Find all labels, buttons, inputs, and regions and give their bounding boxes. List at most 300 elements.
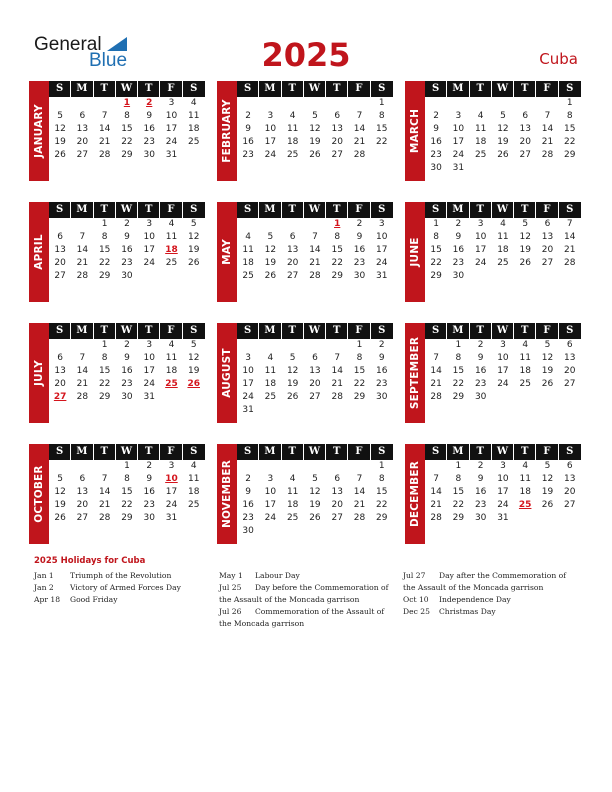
- day-cell: 15: [376, 487, 388, 497]
- day-cell: 23: [143, 137, 155, 147]
- weekday-label: T: [514, 323, 536, 339]
- day-cell: [160, 391, 182, 404]
- day-cell: [348, 404, 370, 417]
- holiday-item: [219, 582, 394, 606]
- month-april: [29, 202, 205, 302]
- day-cell: 25: [519, 379, 531, 389]
- day-cell: [282, 218, 304, 231]
- day-cell: 2: [124, 219, 130, 229]
- day-cell: 24: [474, 258, 487, 268]
- day-cell: 23: [474, 379, 487, 389]
- day-cell: 16: [430, 137, 442, 147]
- weekday-label: S: [190, 325, 198, 336]
- day-cell: 12: [264, 245, 277, 255]
- weekday-label: T: [470, 444, 492, 460]
- day-cell: 11: [474, 124, 487, 134]
- day-cell: [282, 460, 304, 473]
- day-cell: 22: [564, 137, 576, 147]
- day-cell: 31: [242, 405, 254, 415]
- holiday-date: Jul 26: [219, 607, 242, 616]
- holiday-day-cell: 2: [146, 98, 153, 108]
- day-cell: 18: [286, 500, 299, 510]
- weekday-header: [237, 323, 393, 339]
- holiday-item: [34, 570, 209, 582]
- holiday-day-cell: 1: [334, 219, 341, 229]
- weekday-label: M: [259, 81, 281, 97]
- day-cell: 7: [79, 353, 86, 363]
- holiday-name: Good Friday: [70, 595, 118, 604]
- month-day-grid: [425, 323, 581, 404]
- day-cell: 17: [452, 137, 465, 147]
- day-cell: [559, 162, 581, 175]
- day-cell: [425, 339, 447, 352]
- holiday-day-cell: 10: [165, 474, 178, 484]
- day-cell: 28: [98, 150, 111, 160]
- weekday-label: M: [447, 444, 469, 460]
- holiday-date: Jan 2: [34, 583, 54, 592]
- day-cell: 4: [522, 340, 529, 350]
- month-name-tab: [29, 444, 49, 544]
- weekday-label: F: [160, 202, 182, 218]
- day-cell: 25: [286, 150, 299, 160]
- day-cell: 23: [242, 513, 254, 523]
- week-row: [237, 391, 393, 404]
- day-cell: 5: [312, 474, 318, 484]
- day-cell: [348, 525, 370, 538]
- week-row: [425, 136, 581, 149]
- day-cell: 23: [121, 258, 133, 268]
- month-may: [217, 202, 393, 302]
- month-name-tab: [217, 323, 237, 423]
- day-cell: [304, 97, 326, 110]
- day-cell: [559, 512, 581, 525]
- day-cell: 24: [165, 137, 178, 147]
- day-cell: 9: [433, 124, 439, 134]
- day-cell: 16: [474, 366, 487, 376]
- day-cell: [282, 339, 304, 352]
- day-cell: 2: [378, 340, 385, 350]
- day-cell: 22: [376, 500, 388, 510]
- weekday-label: W: [116, 81, 138, 97]
- holiday-item: [34, 582, 209, 594]
- day-cell: 16: [242, 137, 254, 147]
- day-cell: 5: [57, 111, 63, 121]
- day-cell: 27: [76, 513, 89, 523]
- day-cell: 28: [564, 258, 576, 268]
- day-cell: 9: [124, 353, 130, 363]
- day-cell: 29: [430, 271, 442, 281]
- day-cell: 30: [474, 392, 487, 402]
- day-cell: 10: [165, 111, 178, 121]
- holiday-column: [219, 570, 394, 630]
- month-name: AUGUST: [221, 348, 233, 398]
- day-cell: 13: [76, 124, 89, 134]
- week-row: [49, 473, 205, 486]
- weekday-label: T: [138, 444, 160, 460]
- weekday-header: [49, 81, 205, 97]
- month-name: MAY: [221, 239, 233, 265]
- day-cell: 21: [353, 137, 366, 147]
- day-cell: 8: [124, 111, 130, 121]
- day-cell: 12: [541, 353, 554, 363]
- day-cell: 19: [541, 487, 554, 497]
- day-cell: 26: [286, 392, 299, 402]
- day-cell: 22: [331, 258, 343, 268]
- weekday-label: M: [71, 202, 93, 218]
- day-cell: 31: [143, 392, 155, 402]
- day-cell: 6: [522, 111, 529, 121]
- day-cell: 11: [165, 232, 178, 242]
- weekday-label: T: [282, 202, 304, 218]
- week-row: [237, 365, 393, 378]
- day-cell: 27: [519, 150, 531, 160]
- day-cell: [514, 97, 536, 110]
- day-cell: 1: [101, 340, 108, 350]
- weekday-label: T: [326, 444, 348, 460]
- week-row: [425, 365, 581, 378]
- day-cell: 3: [267, 474, 274, 484]
- day-cell: [304, 525, 326, 538]
- day-cell: 1: [378, 461, 385, 471]
- holiday-column: [34, 570, 209, 606]
- day-cell: 4: [168, 219, 175, 229]
- day-cell: 20: [76, 500, 89, 510]
- weekday-label: T: [470, 202, 492, 218]
- day-cell: 10: [497, 474, 509, 484]
- day-cell: 22: [452, 379, 465, 389]
- day-cell: 3: [477, 219, 484, 229]
- day-cell: [514, 162, 536, 175]
- weekday-label: T: [326, 81, 348, 97]
- day-cell: 30: [430, 163, 442, 173]
- day-cell: 15: [452, 487, 465, 497]
- weekday-label: S: [378, 325, 386, 336]
- day-cell: [138, 270, 160, 283]
- weekday-label: S: [49, 323, 71, 339]
- day-cell: 22: [98, 379, 111, 389]
- day-cell: 16: [242, 500, 254, 510]
- day-cell: 19: [54, 137, 66, 147]
- weekday-header: [425, 81, 581, 97]
- day-cell: 20: [54, 258, 66, 268]
- weekday-label: F: [160, 81, 182, 97]
- day-cell: 20: [541, 245, 554, 255]
- day-cell: 12: [309, 487, 321, 497]
- day-cell: 13: [54, 245, 66, 255]
- month-august: [217, 323, 393, 423]
- weekday-label: F: [160, 323, 182, 339]
- day-cell: 5: [544, 340, 551, 350]
- day-cell: [183, 391, 205, 404]
- day-cell: 31: [165, 150, 178, 160]
- day-cell: [492, 391, 514, 404]
- day-cell: 8: [101, 232, 108, 242]
- day-cell: 21: [331, 379, 343, 389]
- week-row: [237, 123, 393, 136]
- holiday-date: Dec 25: [403, 607, 430, 616]
- month-october: [29, 444, 205, 544]
- day-cell: 25: [497, 258, 509, 268]
- weekday-label: M: [447, 202, 469, 218]
- day-cell: 1: [566, 98, 573, 108]
- month-name-tab: [217, 81, 237, 181]
- day-cell: 14: [76, 366, 89, 376]
- weekday-label: W: [116, 323, 138, 339]
- week-row: [425, 339, 581, 352]
- day-cell: 6: [57, 232, 63, 242]
- day-cell: 25: [264, 392, 277, 402]
- day-cell: 5: [190, 219, 197, 229]
- week-row: [237, 149, 393, 162]
- day-cell: [304, 339, 326, 352]
- day-cell: [49, 339, 71, 352]
- day-cell: 5: [57, 474, 63, 484]
- weekday-header: [49, 323, 205, 339]
- day-cell: 8: [124, 474, 130, 484]
- holiday-date: Oct 10: [403, 595, 429, 604]
- day-cell: 8: [566, 111, 573, 121]
- month-name: SEPTEMBER: [409, 336, 421, 410]
- day-cell: 4: [477, 111, 484, 121]
- day-cell: 23: [452, 258, 465, 268]
- day-cell: 16: [143, 487, 155, 497]
- holiday-date: May 1: [219, 571, 243, 580]
- day-cell: [425, 97, 447, 110]
- week-row: [49, 257, 205, 270]
- week-row: [49, 378, 205, 391]
- day-cell: 18: [286, 137, 299, 147]
- month-day-grid: [49, 444, 205, 525]
- day-cell: 5: [522, 219, 529, 229]
- holiday-name: Day after the Commemoration of the Assault of the Moncada garrison: [403, 571, 567, 592]
- weekday-label: W: [304, 202, 326, 218]
- day-cell: 13: [76, 487, 89, 497]
- day-cell: 12: [497, 124, 509, 134]
- day-cell: 17: [143, 245, 155, 255]
- week-row: [425, 97, 581, 110]
- month-day-grid: [237, 202, 393, 283]
- day-cell: 19: [309, 500, 321, 510]
- day-cell: [326, 460, 348, 473]
- day-cell: [71, 460, 93, 473]
- weekday-label: S: [49, 444, 71, 460]
- day-cell: 1: [101, 219, 108, 229]
- day-cell: [71, 97, 93, 110]
- day-cell: 23: [121, 379, 133, 389]
- day-cell: 9: [245, 124, 251, 134]
- month-name-tab: [217, 202, 237, 302]
- day-cell: 15: [430, 245, 442, 255]
- day-cell: 12: [286, 366, 299, 376]
- day-cell: 22: [121, 137, 133, 147]
- day-cell: 27: [564, 379, 576, 389]
- day-cell: 17: [165, 487, 178, 497]
- day-cell: 16: [353, 245, 366, 255]
- week-row: [425, 499, 581, 512]
- weekday-label: S: [190, 204, 198, 215]
- day-cell: [237, 97, 259, 110]
- day-cell: 8: [378, 111, 385, 121]
- day-cell: 9: [124, 232, 130, 242]
- day-cell: [536, 512, 558, 525]
- day-cell: 24: [497, 500, 509, 510]
- day-cell: 3: [500, 461, 506, 471]
- week-row: [425, 486, 581, 499]
- day-cell: [282, 525, 304, 538]
- day-cell: 4: [190, 461, 197, 471]
- day-cell: 24: [376, 258, 388, 268]
- day-cell: 12: [519, 232, 531, 242]
- day-cell: 7: [544, 111, 551, 121]
- day-cell: [536, 270, 558, 283]
- day-cell: [183, 149, 205, 162]
- day-cell: 28: [331, 392, 343, 402]
- week-row: [49, 231, 205, 244]
- day-cell: 14: [309, 245, 321, 255]
- day-cell: 10: [497, 353, 509, 363]
- weekday-label: T: [138, 202, 160, 218]
- day-cell: [326, 525, 348, 538]
- week-row: [237, 352, 393, 365]
- weekday-label: T: [138, 81, 160, 97]
- day-cell: 4: [289, 111, 296, 121]
- day-cell: 16: [143, 124, 155, 134]
- week-row: [425, 460, 581, 473]
- week-row: [425, 218, 581, 231]
- day-cell: [94, 460, 116, 473]
- month-day-grid: [425, 444, 581, 525]
- day-cell: 14: [331, 366, 343, 376]
- week-row: [237, 97, 393, 110]
- weekday-header: [49, 444, 205, 460]
- weekday-label: S: [378, 204, 386, 215]
- day-cell: 4: [168, 340, 175, 350]
- day-cell: 25: [474, 150, 487, 160]
- day-cell: 2: [245, 474, 251, 484]
- day-cell: 13: [519, 124, 531, 134]
- day-cell: 31: [452, 163, 465, 173]
- day-cell: 8: [334, 232, 341, 242]
- weekday-label: T: [282, 81, 304, 97]
- day-cell: 2: [245, 111, 251, 121]
- day-cell: 17: [242, 379, 254, 389]
- day-cell: 18: [242, 258, 254, 268]
- weekday-label: S: [190, 83, 198, 94]
- day-cell: 9: [146, 474, 153, 484]
- day-cell: 11: [242, 245, 254, 255]
- holiday-item: [219, 606, 394, 630]
- weekday-label: M: [259, 202, 281, 218]
- day-cell: 4: [500, 219, 506, 229]
- day-cell: 30: [452, 271, 465, 281]
- day-cell: 28: [541, 150, 554, 160]
- day-cell: 5: [289, 353, 296, 363]
- month-name: JUNE: [409, 237, 421, 267]
- day-cell: 1: [378, 98, 385, 108]
- day-cell: 12: [188, 353, 200, 363]
- holiday-name: Victory of Armed Forces Day: [70, 583, 181, 592]
- week-row: [425, 473, 581, 486]
- day-cell: [259, 460, 281, 473]
- day-cell: [470, 162, 492, 175]
- week-row: [425, 123, 581, 136]
- day-cell: 26: [264, 271, 277, 281]
- month-name: JULY: [33, 360, 45, 386]
- weekday-label: S: [190, 446, 198, 457]
- day-cell: 3: [168, 98, 175, 108]
- week-row: [237, 486, 393, 499]
- week-row: [49, 391, 205, 404]
- day-cell: 10: [242, 366, 254, 376]
- day-cell: [237, 460, 259, 473]
- day-cell: 17: [165, 124, 178, 134]
- weekday-label: S: [566, 446, 574, 457]
- day-cell: 10: [376, 232, 388, 242]
- week-row: [49, 499, 205, 512]
- day-cell: 10: [474, 232, 487, 242]
- day-cell: 11: [188, 474, 200, 484]
- weekday-label: T: [94, 202, 116, 218]
- day-cell: 15: [98, 366, 111, 376]
- day-cell: 28: [353, 513, 366, 523]
- week-row: [425, 110, 581, 123]
- month-december: [405, 444, 581, 544]
- day-cell: [470, 270, 492, 283]
- day-cell: [259, 404, 281, 417]
- week-row: [49, 149, 205, 162]
- day-cell: 16: [121, 366, 133, 376]
- week-row: [49, 123, 205, 136]
- weekday-header: [425, 202, 581, 218]
- day-cell: 24: [264, 513, 277, 523]
- country-label: Cuba: [539, 50, 578, 68]
- weekday-label: F: [160, 444, 182, 460]
- day-cell: 26: [188, 258, 200, 268]
- day-cell: 14: [430, 366, 442, 376]
- week-row: [425, 149, 581, 162]
- month-january: [29, 81, 205, 181]
- day-cell: 22: [430, 258, 442, 268]
- day-cell: 21: [98, 137, 111, 147]
- day-cell: 9: [245, 487, 251, 497]
- day-cell: 6: [79, 111, 86, 121]
- day-cell: 25: [242, 271, 254, 281]
- weekday-label: T: [282, 323, 304, 339]
- weekday-label: M: [71, 444, 93, 460]
- day-cell: 1: [124, 461, 130, 471]
- day-cell: 7: [356, 474, 363, 484]
- day-cell: 21: [430, 379, 442, 389]
- day-cell: 19: [519, 245, 531, 255]
- month-day-grid: [49, 323, 205, 404]
- month-day-grid: [237, 323, 393, 417]
- day-cell: [492, 162, 514, 175]
- day-cell: 19: [54, 500, 66, 510]
- day-cell: 11: [165, 353, 178, 363]
- day-cell: [259, 97, 281, 110]
- day-cell: 12: [54, 487, 66, 497]
- holiday-name: Day before the Commemoration of the Assault of the Moncada garrison: [219, 583, 389, 604]
- day-cell: 2: [124, 340, 130, 350]
- month-name: DECEMBER: [409, 460, 421, 528]
- day-cell: 3: [455, 111, 462, 121]
- week-row: [425, 352, 581, 365]
- day-cell: 25: [165, 258, 178, 268]
- day-cell: 27: [331, 150, 343, 160]
- holiday-column: [403, 570, 578, 618]
- day-cell: 28: [430, 392, 442, 402]
- month-name-tab: [405, 444, 425, 544]
